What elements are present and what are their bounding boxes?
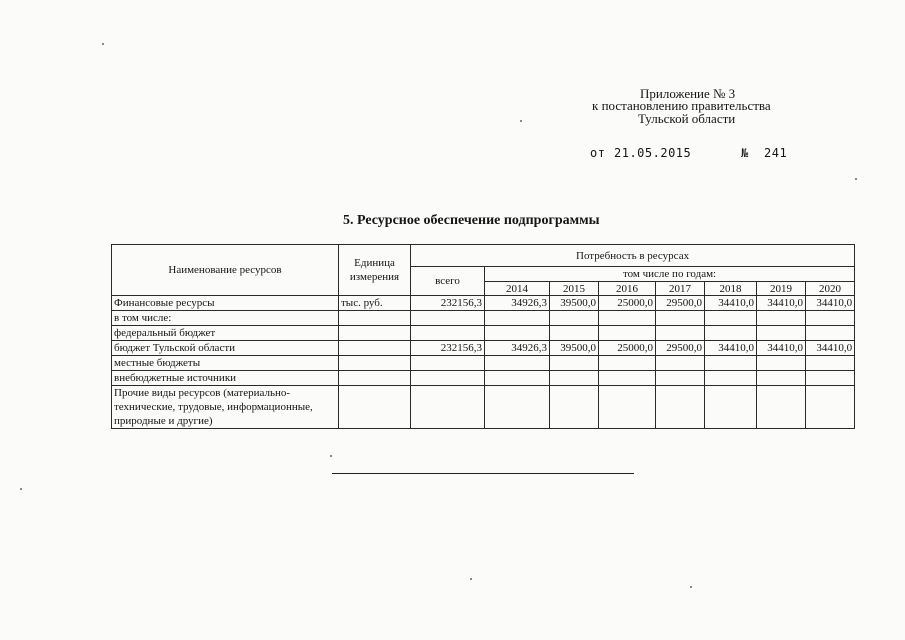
resource-name: федеральный бюджет [112, 326, 339, 341]
year-value-cell [550, 386, 599, 429]
appendix-number: Приложение № 3 [640, 86, 736, 101]
resource-name: в том числе: [112, 311, 339, 326]
col-unit-header: Единица измерения [339, 245, 411, 296]
year-value-cell [485, 356, 550, 371]
appendix-decree: к постановлению правительства [592, 98, 771, 113]
year-value-cell [485, 326, 550, 341]
year-value-cell: 34410,0 [757, 341, 806, 356]
unit-cell [339, 356, 411, 371]
number-label: № [741, 146, 749, 160]
total-cell [411, 311, 485, 326]
year-value-cell: 39500,0 [550, 341, 599, 356]
year-value-cell [599, 326, 656, 341]
year-value-cell: 29500,0 [656, 296, 705, 311]
resource-name: внебюджетные источники [112, 371, 339, 386]
year-value-cell [806, 386, 855, 429]
total-cell [411, 326, 485, 341]
year-value-cell: 25000,0 [599, 341, 656, 356]
unit-cell [339, 311, 411, 326]
year-value-cell [757, 356, 806, 371]
year-header: 2016 [599, 282, 656, 296]
year-value-cell: 34410,0 [806, 341, 855, 356]
resource-name: Финансовые ресурсы [112, 296, 339, 311]
col-needs-header: Потребность в ресурсах [411, 245, 855, 267]
unit-cell [339, 326, 411, 341]
year-value-cell: 34410,0 [705, 296, 757, 311]
year-value-cell [550, 326, 599, 341]
scan-speck [102, 43, 104, 45]
year-value-cell [757, 311, 806, 326]
year-value-cell [656, 326, 705, 341]
scan-speck [520, 120, 522, 122]
table-header-row [112, 245, 855, 267]
year-value-cell [806, 371, 855, 386]
year-value-cell [656, 356, 705, 371]
year-value-cell [705, 386, 757, 429]
year-value-cell [550, 311, 599, 326]
unit-cell: тыс. руб. [339, 296, 411, 311]
year-header: 2015 [550, 282, 599, 296]
table-row [112, 296, 855, 311]
year-value-cell [757, 371, 806, 386]
year-header: 2019 [757, 282, 806, 296]
col-name-header: Наименование ресурсов [112, 245, 339, 296]
year-value-cell [656, 386, 705, 429]
total-cell: 232156,3 [411, 341, 485, 356]
year-value-cell [806, 311, 855, 326]
total-cell [411, 356, 485, 371]
unit-cell [339, 341, 411, 356]
table-row [112, 326, 855, 341]
year-value-cell [599, 371, 656, 386]
year-value-cell: 34926,3 [485, 296, 550, 311]
year-value-cell: 34410,0 [705, 341, 757, 356]
year-value-cell [705, 326, 757, 341]
year-value-cell [599, 311, 656, 326]
year-value-cell [485, 386, 550, 429]
year-value-cell: 39500,0 [550, 296, 599, 311]
resource-table [111, 244, 855, 429]
table-row [112, 311, 855, 326]
year-header: 2018 [705, 282, 757, 296]
col-total-header: всего [411, 267, 485, 296]
year-value-cell: 25000,0 [599, 296, 656, 311]
unit-cell [339, 371, 411, 386]
year-value-cell [705, 371, 757, 386]
total-cell: 232156,3 [411, 296, 485, 311]
number-value: 241 [764, 146, 788, 160]
unit-cell [339, 386, 411, 429]
year-value-cell [550, 356, 599, 371]
year-value-cell: 29500,0 [656, 341, 705, 356]
year-value-cell [757, 386, 806, 429]
year-header: 2020 [806, 282, 855, 296]
year-value-cell [705, 356, 757, 371]
year-value-cell [705, 311, 757, 326]
appendix-header [0, 0, 905, 126]
year-value-cell [485, 311, 550, 326]
year-value-cell [806, 356, 855, 371]
table-row [112, 341, 855, 356]
year-value-cell [806, 326, 855, 341]
year-value-cell [656, 311, 705, 326]
total-cell [411, 386, 485, 429]
scan-speck [330, 455, 332, 457]
year-value-cell: 34410,0 [757, 296, 806, 311]
scan-speck [20, 488, 22, 490]
signature-line [332, 473, 634, 474]
date-label: от [590, 146, 606, 160]
year-value-cell [599, 356, 656, 371]
year-header: 2017 [656, 282, 705, 296]
section-title: 5. Ресурсное обеспечение подпрограммы [343, 213, 600, 228]
resource-name: местные бюджеты [112, 356, 339, 371]
year-value-cell [656, 371, 705, 386]
table-row [112, 371, 855, 386]
appendix-region: Тульской области [638, 111, 736, 126]
year-value-cell [485, 371, 550, 386]
date-value: 21.05.2015 [614, 146, 692, 160]
col-years-caption: том числе по годам: [485, 267, 855, 282]
year-value-cell [550, 371, 599, 386]
scan-speck [855, 178, 857, 180]
scan-speck [690, 586, 692, 588]
resource-name: Прочие виды ресурсов (материально-технические, трудовые, информационные, природные и другие) [112, 386, 339, 429]
year-header: 2014 [485, 282, 550, 296]
table-row [112, 356, 855, 371]
year-value-cell: 34926,3 [485, 341, 550, 356]
year-value-cell [757, 326, 806, 341]
scan-speck [470, 578, 472, 580]
resource-name: бюджет Тульской области [112, 341, 339, 356]
total-cell [411, 371, 485, 386]
table-row [112, 386, 855, 429]
year-value-cell [599, 386, 656, 429]
year-value-cell: 34410,0 [806, 296, 855, 311]
